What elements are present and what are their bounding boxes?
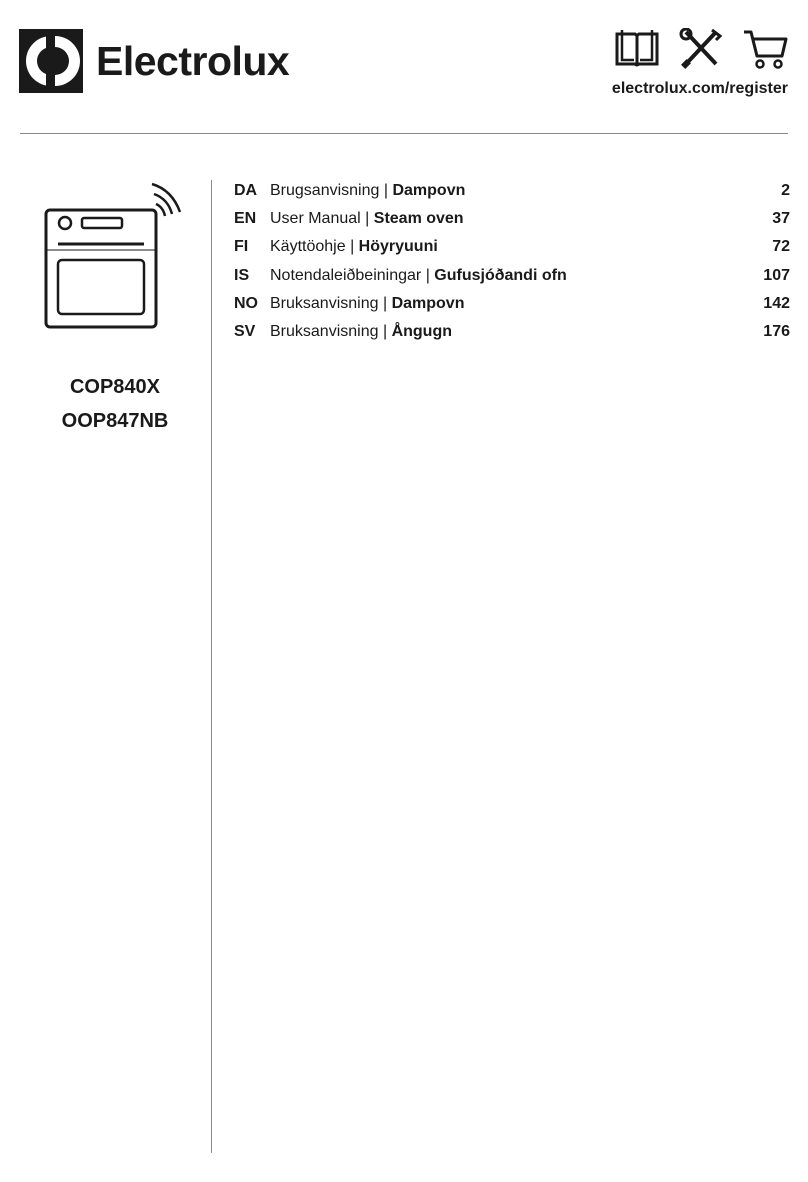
language-code: FI <box>234 238 249 256</box>
manual-title: Bruksanvisning <box>270 322 379 340</box>
toc-row-is[interactable] <box>234 267 790 295</box>
toc-row-da[interactable] <box>234 182 790 210</box>
separator: | <box>425 266 430 284</box>
cart-icon <box>742 28 788 70</box>
electrolux-logo <box>18 28 289 94</box>
product-name: Dampovn <box>392 182 466 199</box>
product-name: Ångugn <box>391 322 452 340</box>
manual-title: Brugsanvisning <box>270 182 380 199</box>
product-name: Höyryuuni <box>358 238 438 256</box>
oven-icon <box>44 180 189 332</box>
product-name: Dampovn <box>391 294 465 312</box>
toc-row-fi[interactable] <box>234 238 790 266</box>
page-number: 107 <box>763 266 790 284</box>
language-code: NO <box>234 294 258 312</box>
electrolux-logo-icon <box>18 28 84 94</box>
tools-icon <box>678 28 724 70</box>
language-code: IS <box>234 266 250 284</box>
toc-row-sv[interactable] <box>234 323 790 351</box>
register-url[interactable]: electrolux.com/register <box>611 80 788 97</box>
column-divider <box>211 180 212 1153</box>
toc-row-no[interactable] <box>234 295 790 323</box>
book-icon <box>614 28 660 70</box>
page-number: 72 <box>772 238 790 256</box>
header-icons <box>614 28 788 70</box>
header-divider <box>20 133 788 134</box>
page-number: 176 <box>763 322 790 340</box>
page-number: 37 <box>772 210 790 228</box>
separator: | <box>350 238 355 256</box>
brand-name: Electrolux <box>96 37 290 84</box>
separator: | <box>365 210 370 228</box>
manual-title: User Manual <box>270 210 361 228</box>
product-name: Steam oven <box>373 210 464 228</box>
model-number: OOP847NB <box>61 410 169 432</box>
language-code: EN <box>234 210 257 228</box>
table-of-contents <box>234 182 790 351</box>
manual-title: Notendaleiðbeiningar <box>270 266 422 284</box>
manual-title: Bruksanvisning <box>270 294 379 312</box>
separator: | <box>382 294 388 312</box>
toc-row-en[interactable] <box>234 210 790 238</box>
model-number: COP840X <box>69 376 161 398</box>
product-name: Gufusjóðandi ofn <box>434 266 567 284</box>
language-code: DA <box>234 182 258 199</box>
page-number: 142 <box>763 294 790 312</box>
language-code: SV <box>234 322 256 340</box>
manual-title: Käyttöohje <box>270 238 346 256</box>
separator: | <box>382 322 388 340</box>
page-number: 2 <box>781 182 790 199</box>
separator: | <box>383 182 389 199</box>
